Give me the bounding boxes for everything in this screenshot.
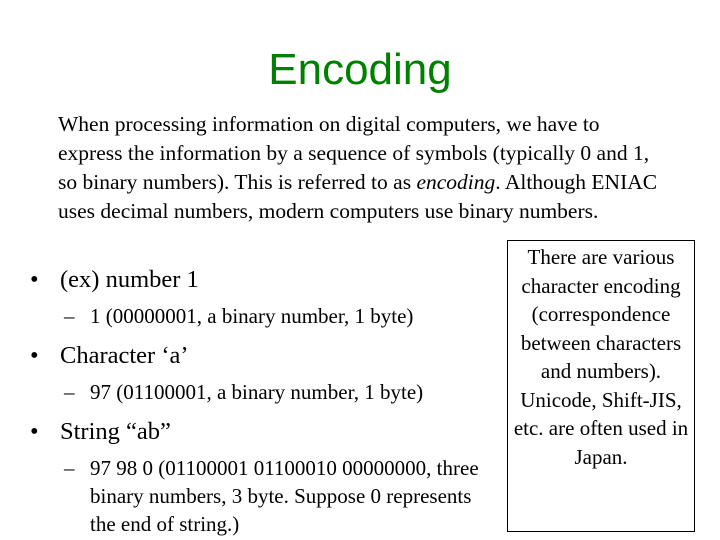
- slide-title: Encoding: [268, 45, 452, 94]
- sub-bullet-text: 97 98 0 (01100001 01100010 00000000, three binary numbers, 3 byte. Suppose 0 represents the end of string.): [90, 456, 479, 536]
- intro-emphasis: encoding: [416, 170, 496, 194]
- intro-paragraph: [58, 110, 658, 226]
- dash-icon: –: [64, 304, 75, 328]
- sub-bullet-item: [30, 454, 500, 538]
- dash-icon: –: [64, 456, 75, 480]
- bullet-label: Character ‘a’: [60, 342, 189, 369]
- bullet-label: (ex) number 1: [60, 266, 199, 293]
- sub-bullet-text: 97 (01100001, a binary number, 1 byte): [90, 380, 424, 404]
- intro-text-after: . Although ENIAC uses decimal numbers, modern computers use binary numbers.: [58, 170, 658, 223]
- sub-bullet-item: [30, 302, 500, 330]
- bullet-item: [30, 264, 500, 296]
- bullet-list: [30, 264, 500, 538]
- bullet-item: [30, 340, 500, 372]
- sub-bullet-item: [30, 378, 500, 406]
- bullet-dot-icon: •: [30, 342, 39, 369]
- bullet-dot-icon: •: [30, 418, 39, 445]
- dash-icon: –: [64, 380, 75, 404]
- bullet-dot-icon: •: [30, 266, 39, 293]
- side-note-box: There are various character encoding (correspondence between characters and numbers). Unicode, Shift-JIS, etc. are often used in Japan.: [507, 240, 695, 532]
- bullet-label: String “ab”: [60, 418, 171, 445]
- sub-bullet-text: 1 (00000001, a binary number, 1 byte): [90, 304, 414, 328]
- bullet-item: [30, 416, 500, 448]
- intro-text-before: When processing information on digital computers, we have to express the information by a sequence of symbols (typically 0 and 1, so binary numbers). This is referred to as: [58, 112, 650, 194]
